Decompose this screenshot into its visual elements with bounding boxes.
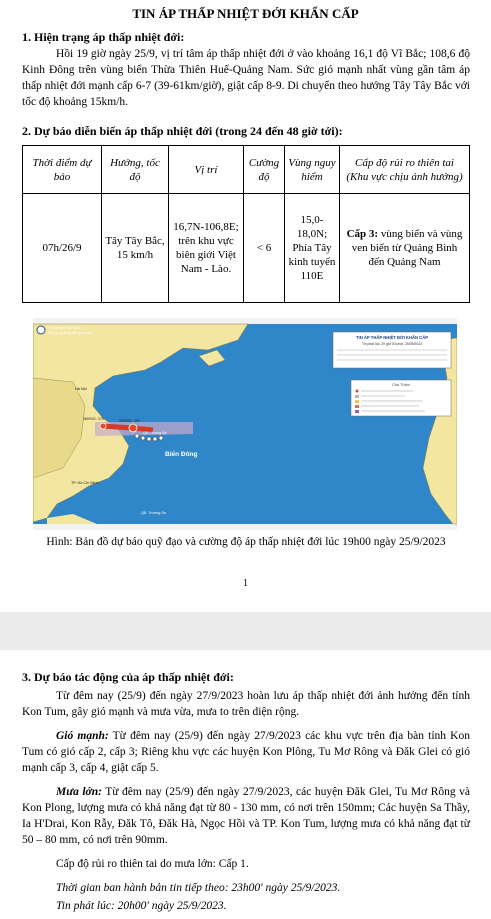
map-header-title: TIN ÁP THẤP NHIỆT ĐỚI KHẨN CẤP	[355, 335, 429, 340]
impact-intro-paragraph: Từ đêm nay (25/9) đến ngày 27/9/2023 hoàn lưu áp thấp nhiệt đới ảnh hưởng đến tỉnh Kon Tum, gây gió mạnh và mưa vừa, mưa to trên diện rộng.	[22, 690, 470, 718]
logo-line-1: Trung tâm Dự báo	[48, 325, 81, 330]
page-number: 1	[243, 578, 248, 589]
section-1-paragraph: Hồi 19 giờ ngày 25/9, vị trí tâm áp thấp nhiệt đới ở vào khoảng 16,1 độ Vĩ Bắc; 108,6 độ Kinh Đông trên vùng biển Thừa Thiên Huế-Quảng Nam. Sức gió mạnh nhất vùng gần tâm áp thấp nhiệt đới mạnh cấp 6-7 (39-61km/giờ), giật cấp 8-9. Di chuyển theo hướng Tây Tây Bắc với tốc độ khoảng 15km/h.	[22, 48, 470, 108]
document-title: TIN ÁP THẤP NHIỆT ĐỚI KHẨN CẤP	[132, 6, 359, 21]
risk-level-text: vùng biển và vùng ven biển từ Quảng Bình đến Quảng Nam	[351, 228, 463, 268]
legend-title: Chú Thích	[392, 383, 410, 387]
track-label-current: 25/09/23 - 19h	[119, 419, 140, 423]
risk-level-rain	[22, 856, 470, 872]
page-2	[0, 650, 491, 919]
next-issue-text: Thời gian ban hành bản tin tiếp theo: 23h00' ngày 25/9/2023.	[56, 882, 341, 894]
logo-line-2: khí tượng thủy văn quốc gia	[48, 331, 92, 335]
issued-note	[22, 898, 470, 914]
island-label-paracel: QĐ. Hoàng Sa	[143, 431, 167, 435]
cell-direction: Tây Tây Bắc, 15 km/h	[102, 194, 169, 303]
map-header-subtitle: Tin phát lúc: 20 giờ 00 phút, 25/09/2023	[362, 342, 422, 346]
risk-level-label: Cấp 3:	[346, 228, 379, 240]
map-top-border	[33, 318, 457, 324]
cell-time: 07h/26/9	[23, 194, 102, 303]
city-label-hanoi: Hà Nội	[75, 387, 87, 391]
page-gap	[0, 612, 491, 650]
cell-intensity: < 6	[244, 194, 285, 303]
rain-label: Mưa lớn:	[56, 786, 102, 798]
table-row	[23, 194, 470, 303]
header-intensity: Cường độ	[244, 146, 285, 194]
section-1-heading: 1. Hiện trạng áp thấp nhiệt đới:	[22, 30, 185, 44]
forecast-table	[22, 145, 470, 303]
rain-forecast	[22, 784, 470, 848]
header-danger-zone: Vùng nguy hiểm	[285, 146, 340, 194]
island-label-spratly: QĐ. Trường Sa	[141, 511, 166, 515]
cell-position: 16,7N-106,8E; trên khu vực biên giới Việt Nam - Lào.	[169, 194, 244, 303]
table-header-row	[23, 146, 470, 194]
city-label-hcmc: TP. Hồ Chí Minh	[71, 481, 99, 485]
sea-label: Biển Đông	[165, 451, 198, 458]
figure-caption: Hình: Bản đồ dự báo quỹ đạo và cường độ áp thấp nhiệt đới lúc 19h00 ngày 25/9/2023	[46, 536, 446, 548]
header-time: Thời điểm dự báo	[23, 146, 102, 194]
wind-text: Từ đêm nay (25/9) đến ngày 27/9/2023 các khu vực trên địa bàn tỉnh Kon Tum có gió cấp 2, cấp 3; Riêng khu vực các huyện Kon Plông, Tu Mơ Rông và Đăk Glei có gió mạnh cấp 3, cấp 4, giật cấp 5.	[22, 730, 470, 774]
section-2-heading: 2. Dự báo diễn biến áp thấp nhiệt đới (trong 24 đến 48 giờ tới):	[22, 124, 343, 138]
cell-risk-level	[340, 194, 470, 303]
rain-text: Từ đêm nay (25/9) đến ngày 27/9/2023, các huyện Đăk Glei, Tu Mơ Rông và Kon Plong, lượng mưa có khả năng đạt từ 80 - 130 mm, có nơi trên 150mm; Các huyện Sa Thầy, Ia H'Drai, Kon Rẫy, Đăk Tô, Đăk Hà, Ngọc Hồi và TP. Kon Tum, lượng mưa có khả năng đạt từ 50 – 80 mm, có nơi trên 90mm.	[22, 786, 470, 846]
header-risk-level: Cấp độ rủi ro thiên tai (Khu vực chịu ảnh hưởng)	[340, 146, 470, 194]
next-issue-note	[22, 880, 470, 896]
section-1-text	[22, 46, 470, 110]
impact-intro	[22, 688, 470, 720]
header-direction: Hướng, tốc độ	[102, 146, 169, 194]
map-bottom-border	[33, 524, 457, 530]
wind-label: Gió mạnh:	[56, 730, 109, 742]
cell-danger-zone: 15,0-18,0N; Phía Tây kinh tuyến 110E	[285, 194, 340, 303]
section-3-heading: 3. Dự báo tác động của áp thấp nhiệt đới:	[22, 670, 234, 684]
issued-text: Tin phát lúc: 20h00' ngày 25/9/2023.	[56, 900, 227, 912]
forecast-map	[33, 318, 457, 530]
forecast-point	[100, 423, 106, 429]
track-label-forecast: 26/09/23 - 07h	[83, 417, 104, 421]
agency-logo-icon	[37, 326, 45, 334]
wind-forecast	[22, 728, 470, 776]
risk-level-rain-text: Cấp độ rủi ro thiên tai do mưa lớn: Cấp 1.	[56, 858, 249, 870]
current-position	[129, 424, 137, 432]
header-position: Vị trí	[169, 146, 244, 194]
